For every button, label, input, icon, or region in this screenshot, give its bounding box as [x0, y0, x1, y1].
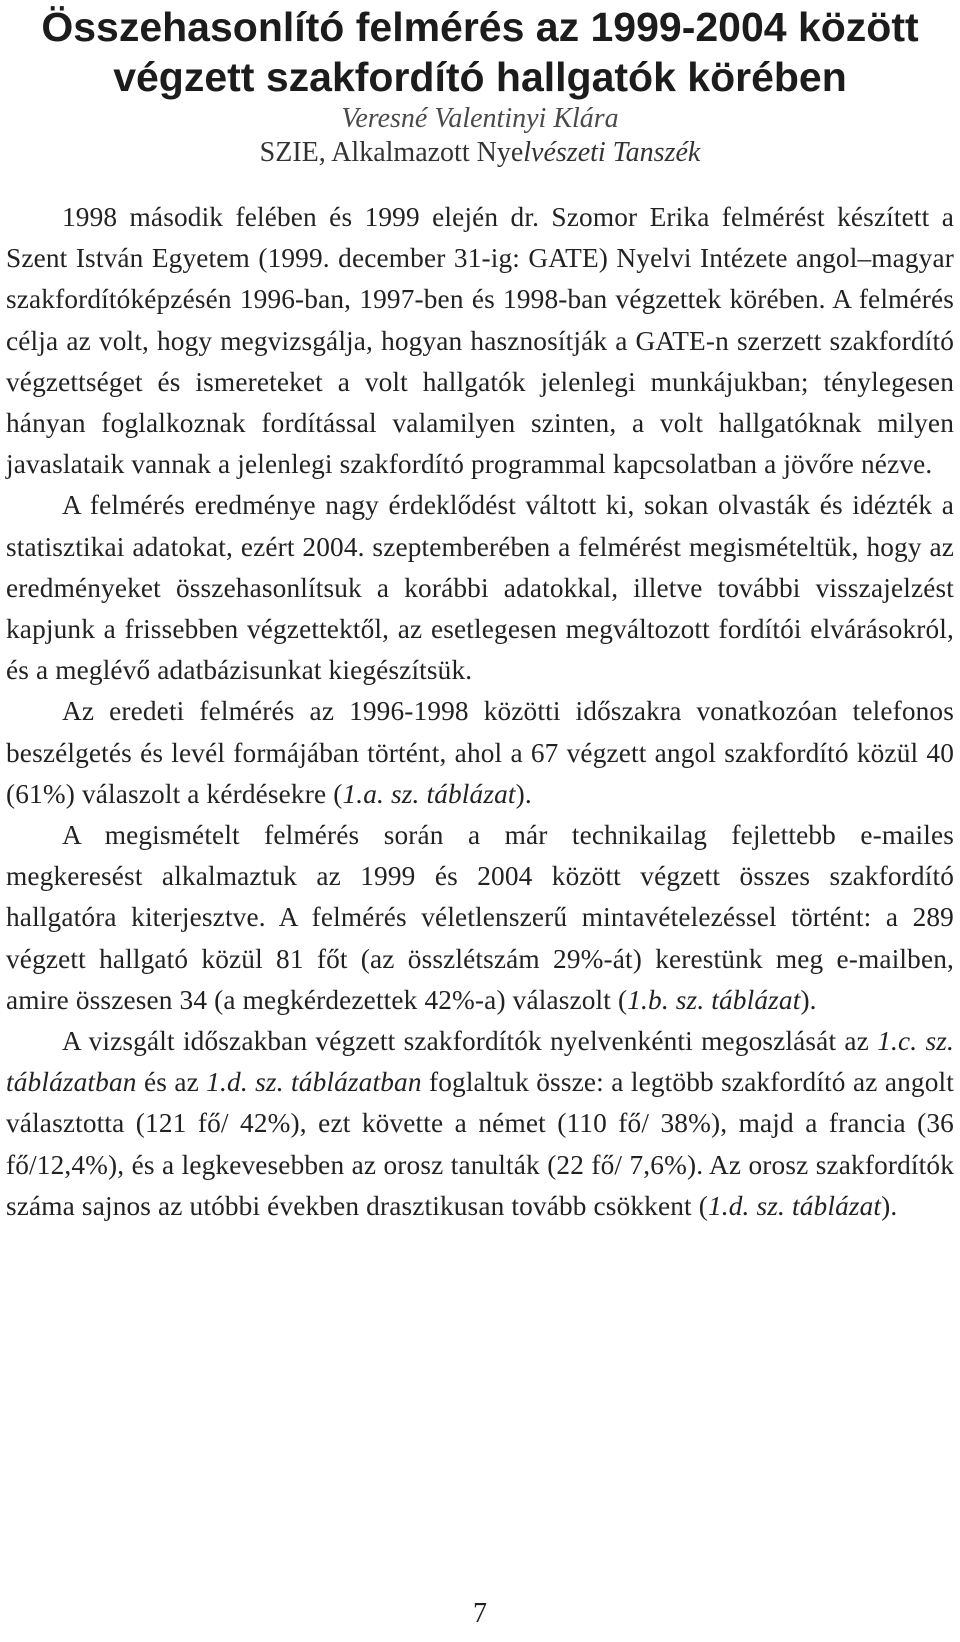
affiliation-plain: SZIE, Alkalmazott Nye: [259, 137, 524, 168]
page-number: 7: [473, 1598, 487, 1629]
paragraph-5-mid: és az: [136, 1067, 207, 1098]
table-reference: 1.d. sz. táblázatban: [206, 1067, 422, 1098]
paragraph-5: [6, 1021, 954, 1227]
paragraph-5-text: A vizsgált időszakban végzett szakfordítók nyelvenkénti megoszlását az: [62, 1026, 878, 1057]
paragraph-2-text: A felmérés eredménye nagy érdeklődést váltott ki, sokan olvasták és idézték a statisztikai adatokat, ezért 2004. szeptemberében a felmérést megismételtük, hogy az eredményeket összehasonlítsuk a korábbi adatokkal, illetve további visszajelzést kapjunk a frissebben végzettektől, az esetlegesen megváltozott fordítói elvárásokról, és a meglévő adatbázisunkat kiegészítsük.: [6, 490, 954, 686]
paragraph-2: [6, 485, 954, 691]
paragraph-3-end: ).: [515, 778, 532, 809]
document-title: Összehasonlító felmérés az 1999-2004 között végzett szakfordító hallgatók körében: [41, 4, 919, 100]
body-text: [6, 197, 954, 1227]
author-name: Veresné Valentinyi Klára: [341, 103, 619, 134]
affiliation: [6, 136, 954, 170]
table-reference: 1.c. sz. táblázatban: [6, 1026, 954, 1098]
paragraph-4: [6, 815, 954, 1021]
paragraph-3: [6, 691, 954, 815]
paragraph-4-end: ).: [800, 984, 817, 1015]
table-reference: 1.a. sz. táblázat: [342, 778, 516, 809]
paragraph-5-end: ).: [881, 1190, 898, 1221]
paragraph-1: 1998 második felében és 1999 elején dr. Szomor Erika felmérést készített a Szent István Egyetem (1999. december 31-ig: GATE) Nyelvi Intézete angol–magyar szakfordítóképzésén 1996-ban, 1997-ben és 1998-ban végzettek körében. A felmérés célja az volt, hogy megvizsgálja, hogyan hasznosítják a GATE-n szerzett szakfordító végzettséget és ismereteket a volt hallgatók jelenlegi munkájukban; ténylegesen hányan foglalkoznak fordítással valamilyen szinten, a volt hallgatóknak milyen javaslataik vannak a jelenlegi szakfordító programmal kapcsolatban a jövőre nézve.: [6, 202, 954, 480]
paragraph-5-text-2: foglaltuk össze: a legtöbb szakfordító az angolt választotta (121 fő/ 42%), ezt követte a német (110 fő/ 38%), majd a francia (36 fő/12,4%), és a legkevesebben az orosz tanulták (22 fő/ 7,6%). Az orosz szakfordítók száma sajnos az utóbbi években drasztikusan tovább csökkent (: [6, 1067, 954, 1221]
paragraph-4-text: A megismételt felmérés során a már technikailag fejlettebb e-mailes megkeresést alkalmaztuk az 1999 és 2004 között végzett összes szakfordító hallgatóra kiterjesztve. A felmérés véletlenszerű mintavételezéssel történt: a 289 végzett hallgató közül 81 főt (az összlétszám 29%-át) kerestünk meg e-mailben, amire összesen 34 (a megkérdezettek 42%-a) válaszolt (: [6, 820, 954, 1015]
paragraph-3-text: Az eredeti felmérés az 1996-1998 közötti időszakra vonatkozóan telefonos beszélgetés és levél formájában történt, ahol a 67 végzett angol szakfordító közül 40 (61%) válaszolt a kérdésekre (: [6, 696, 954, 809]
affiliation-italic: lvészeti Tanszék: [523, 137, 701, 168]
document-page: [6, 0, 954, 1642]
table-reference: 1.d. sz. táblázat: [707, 1190, 882, 1221]
table-reference: 1.b. sz. táblázat: [627, 984, 801, 1015]
